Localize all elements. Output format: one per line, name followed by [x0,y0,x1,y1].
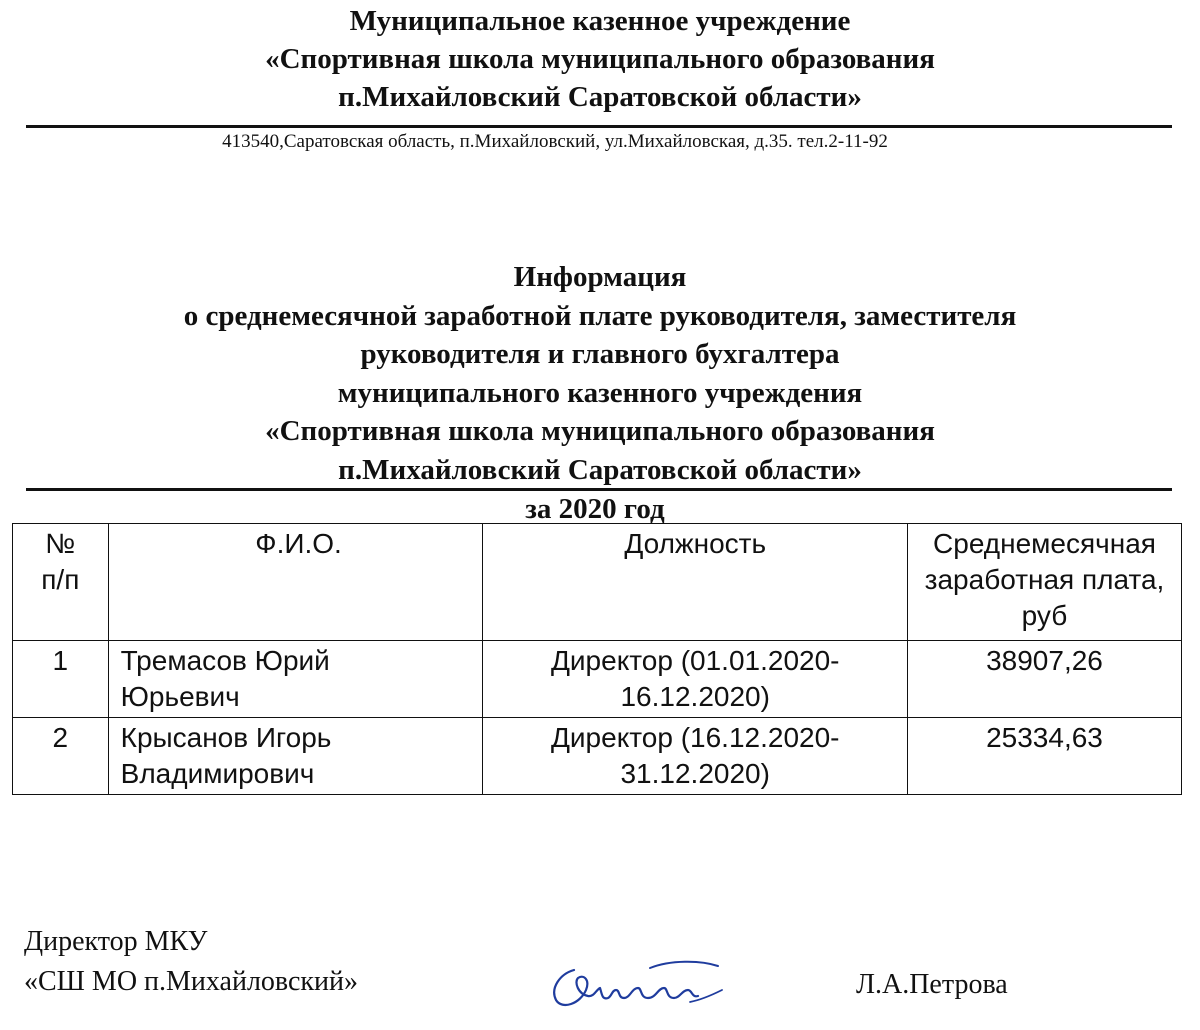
cell-name [108,641,483,718]
signer-title-line: «СШ МО п.Михайловский» [24,966,358,997]
document-title-line: «Спортивная школа муниципального образования [265,415,935,447]
cell-position-line: Директор (16.12.2020- [550,722,840,753]
cell-number: 2 [13,718,109,795]
cell-name-line: Юрьевич [120,681,240,712]
document-title-line: Информация [513,261,687,293]
report-period: за 2020 год [525,493,665,525]
table-row [13,718,1182,795]
handwritten-signature-icon [540,950,730,1020]
cell-position [483,718,908,795]
organization-title-line: «Спортивная школа муниципального образования [265,43,935,75]
cell-name-line: Крысанов Игорь [120,722,332,753]
column-header-number-line: п/п [41,564,80,595]
column-header-salary-line: руб [1021,600,1068,631]
column-header-number [13,524,109,641]
title-divider [26,488,1172,491]
signer-title [24,922,358,1002]
column-header-salary [907,524,1181,641]
document-title [0,258,1200,489]
table-row [13,641,1182,718]
cell-position [483,641,908,718]
cell-number: 1 [13,641,109,718]
table-header-row [13,524,1182,641]
signer-title-line: Директор МКУ [24,926,208,957]
document-title-line: о среднемесячной заработной плате руководителя, заместителя [183,299,1017,332]
column-header-position: Должность [483,524,908,641]
cell-salary: 38907,26 [907,641,1181,718]
cell-name-line: Тремасов Юрий [120,645,330,676]
organization-title [0,2,1200,116]
column-header-salary-line: заработная плата, [924,564,1165,595]
organization-title-line: п.Михайловский Саратовской области» [338,81,862,113]
column-header-name: Ф.И.О. [108,524,483,641]
salary-table [12,523,1182,795]
cell-position-line: Директор (01.01.2020- [550,645,840,676]
organization-address: 413540,Саратовская область, п.Михайловский, ул.Михайловская, д.35. тел.2-11-92 [222,131,888,152]
signer-name: Л.А.Петрова [856,969,1008,1000]
cell-name [108,718,483,795]
cell-position-line: 16.12.2020) [620,681,770,712]
cell-position-line: 31.12.2020) [620,758,770,789]
cell-name-line: Владимирович [120,758,315,789]
organization-title-line: Муниципальное казенное учреждение [349,5,851,37]
document-title-line: п.Михайловский Саратовской области» [338,453,862,486]
header-divider [26,125,1172,128]
column-header-salary-line: Среднемесячная [933,528,1156,559]
cell-salary: 25334,63 [907,718,1181,795]
document-title-line: муниципального казенного учреждения [337,376,863,409]
column-header-number-line: № [45,528,76,559]
document-title-line: руководителя и главного бухгалтера [360,338,840,370]
